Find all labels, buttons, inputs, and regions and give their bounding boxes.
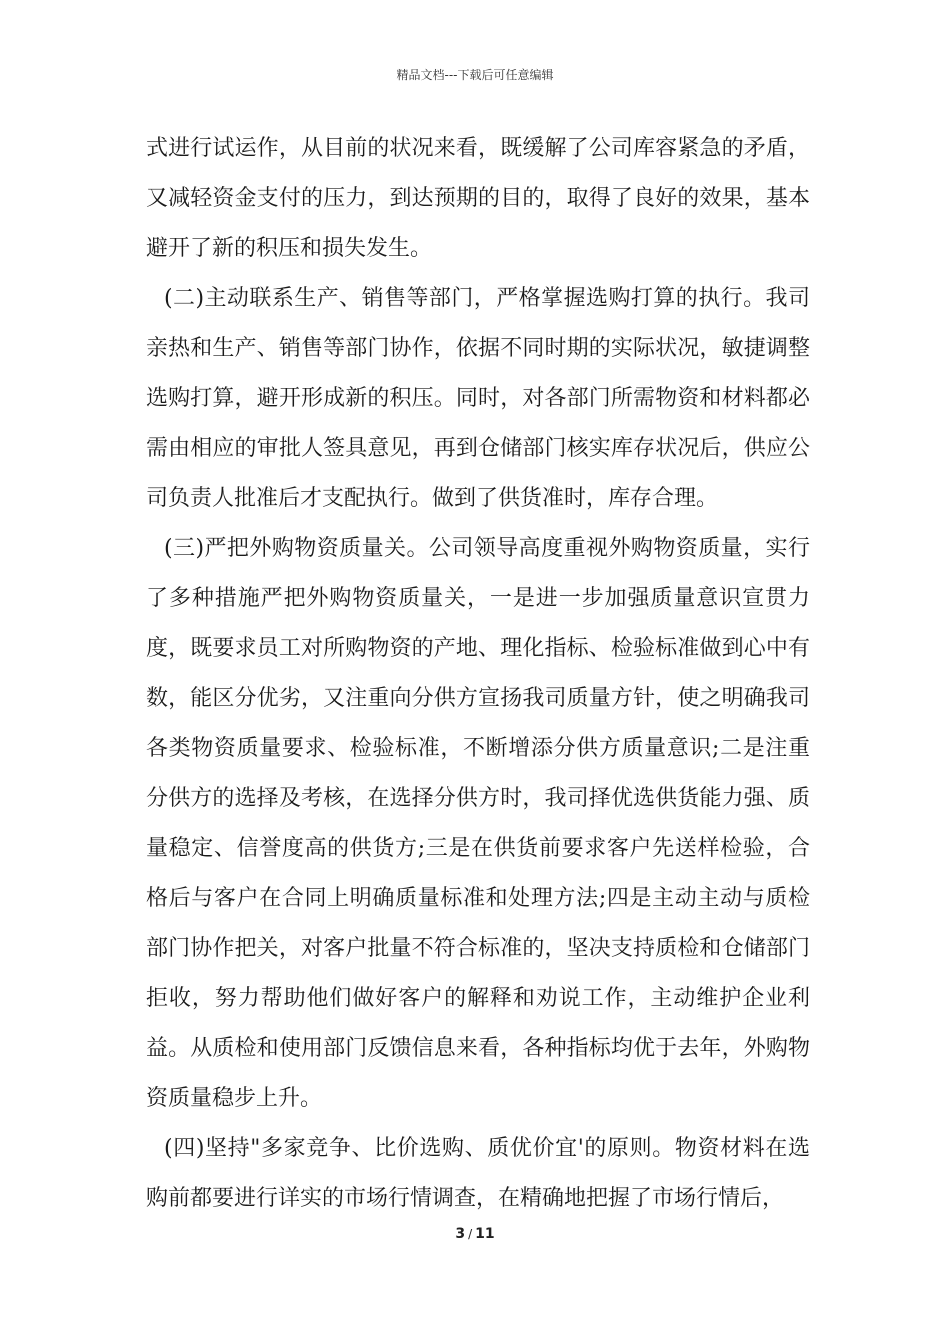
paragraph-continuation: 式进行试运作，从目前的状况来看，既缓解了公司库容紧急的矛盾，又减轻资金支付的压力，到达预期的目的，取得了良好的效果，基本避开了新的积压和损失发生。: [146, 136, 810, 261]
current-page: 3: [455, 1226, 466, 1242]
paragraph-section-2: (二)主动联系生产、销售等部门，严格掌握选购打算的执行。我司亲热和生产、销售等部门协作，依据不同时期的实际状况，敏捷调整选购打算，避开形成新的积压。同时，对各部门所需物资和材料都必需由相应的审批人签具意见，再到仓储部门核实库存状况后，供应公司负责人批准后才支配执行。做到了供货准时，库存合理。: [146, 286, 810, 511]
document-body: [146, 124, 810, 1224]
paragraph-section-4: (四)坚持"多家竞争、比价选购、质优价宜'的原则。物资材料在选购前都要进行详实的市场行情调查，在精确地把握了市场行情后，: [146, 1136, 810, 1211]
total-pages: 11: [475, 1226, 495, 1242]
page-separator: /: [468, 1227, 473, 1241]
paragraph-section-3: (三)严把外购物资质量关。公司领导高度重视外购物资质量，实行了多种措施严把外购物资质量关，一是进一步加强质量意识宣贯力度，既要求员工对所购物资的产地、理化指标、检验标准做到心中有数，能区分优劣，又注重向分供方宣扬我司质量方针，使之明确我司各类物资质量要求、检验标准，不断增添分供方质量意识;二是注重分供方的选择及考核，在选择分供方时，我司择优选供货能力强、质量稳定、信誉度高的供货方;三是在供货前要求客户先送样检验，合格后与客户在合同上明确质量标准和处理方法;四是主动主动与质检部门协作把关，对客户批量不符合标准的，坚决支持质检和仓储部门拒收，努力帮助他们做好客户的解释和劝说工作，主动维护企业利益。从质检和使用部门反馈信息来看，各种指标均优于去年，外购物资质量稳步上升。: [146, 536, 810, 1111]
page-header: 精品文档---下载后可任意编辑: [396, 68, 554, 82]
page-number: [0, 1226, 950, 1242]
